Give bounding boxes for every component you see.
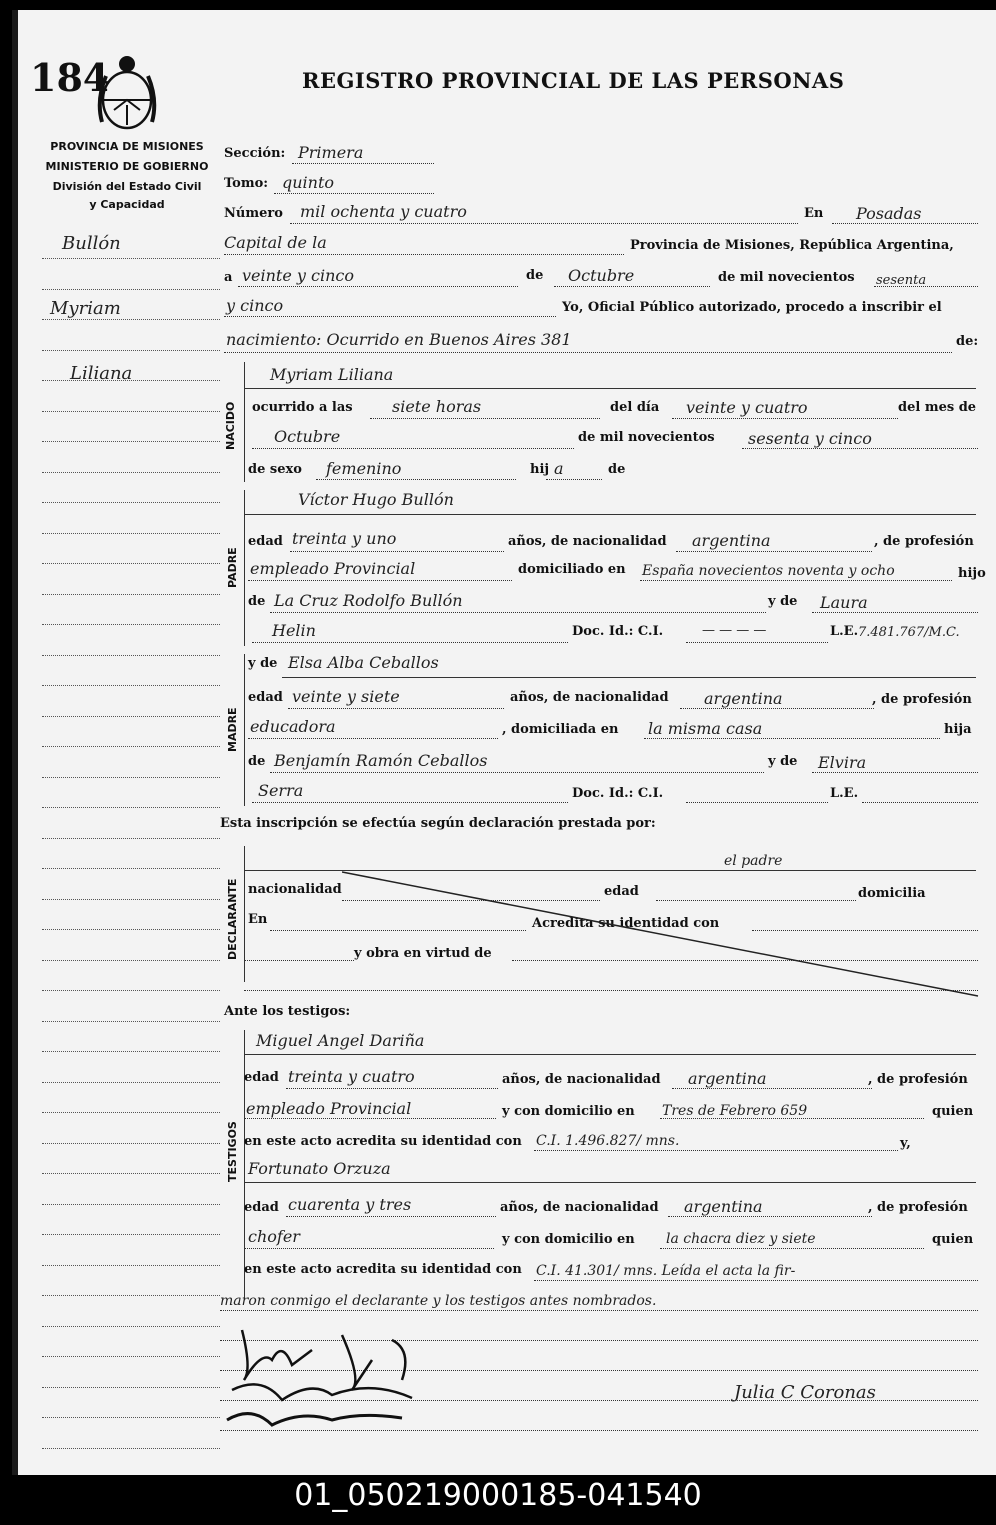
- label-obra: y obra en virtud de: [354, 946, 492, 961]
- value-t1-nac: argentina: [688, 1069, 767, 1088]
- value-hora: siete horas: [392, 397, 482, 416]
- field-line: [244, 960, 354, 961]
- label-le: L.E.: [830, 786, 859, 801]
- ledger-line: [42, 990, 220, 991]
- field-line: [316, 479, 516, 480]
- label-doc-id: Doc. Id.: C.I.: [572, 786, 664, 801]
- value-t2-nombre: Fortunato Orzuza: [248, 1159, 391, 1178]
- field-line: [270, 772, 764, 773]
- label-numero: Número: [224, 206, 283, 221]
- ledger-line: [42, 1234, 220, 1235]
- label-profesion: , de profesión: [868, 1200, 968, 1215]
- label-nacionalidad: años, de nacionalidad: [502, 1072, 661, 1087]
- margin-firstname: Myriam: [50, 298, 121, 319]
- page-number: 184: [30, 55, 110, 100]
- label-nacionalidad: años, de nacionalidad: [510, 690, 669, 705]
- ledger-line: [42, 1143, 220, 1144]
- label-y-de: y de: [768, 754, 798, 769]
- value-padre-madre2: Helin: [272, 621, 316, 640]
- label-a: a: [224, 270, 233, 285]
- label-madre: MADRE: [226, 707, 239, 752]
- field-line: [832, 223, 978, 224]
- label-y-de: y de: [768, 594, 798, 609]
- value-t2-dom: la chacra diez y siete: [666, 1231, 816, 1247]
- value-seccion: Primera: [298, 143, 364, 162]
- ledger-line: [42, 380, 220, 381]
- field-line: [248, 738, 498, 739]
- value-mes: Octubre: [568, 266, 635, 285]
- label-de: de: [608, 462, 626, 477]
- label-domiciliada: , domiciliada en: [502, 722, 619, 737]
- ledger-line: [42, 960, 220, 961]
- field-line: [252, 448, 574, 449]
- ledger-line: [42, 1082, 220, 1083]
- label-quien: quien: [932, 1104, 974, 1119]
- left-header-line: MINISTERIO DE GOBIERNO: [45, 160, 209, 173]
- field-line: [274, 193, 434, 194]
- ledger-line: [42, 1112, 220, 1113]
- label-acredita: Acredita su identidad con: [532, 916, 720, 931]
- ledger-line: [42, 350, 220, 351]
- value-t1-dom: Tres de Febrero 659: [662, 1103, 808, 1119]
- ledger-line: [42, 1265, 220, 1266]
- label-hij: hij: [530, 462, 550, 477]
- register-page: [12, 10, 996, 1475]
- left-header-line: PROVINCIA DE MISIONES: [50, 140, 204, 153]
- label-de: de: [526, 268, 544, 283]
- label-domicilia: domicilia: [858, 886, 926, 901]
- ledger-line: [42, 655, 220, 656]
- field-line: [252, 642, 568, 643]
- page-title: REGISTRO PROVINCIAL DE LAS PERSONAS: [302, 68, 845, 93]
- ledger-line: [42, 1173, 220, 1174]
- label-edad: edad: [244, 1200, 279, 1215]
- value-numero: mil ochenta y cuatro: [300, 202, 467, 221]
- value-t1-nombre: Miguel Angel Dariña: [256, 1031, 425, 1050]
- margin-surname: Bullón: [62, 233, 121, 254]
- ledger-line: [42, 868, 220, 869]
- label-mil-novecientos: de mil novecientos: [718, 270, 855, 285]
- field-line: [644, 738, 940, 739]
- value-t1-edad: treinta y cuatro: [288, 1067, 415, 1086]
- ledger-line: [42, 624, 220, 625]
- field-line: [238, 286, 518, 287]
- label-acredita-identidad: en este acto acredita su identidad con: [244, 1262, 522, 1277]
- label-con-domicilio: y con domicilio en: [502, 1104, 635, 1119]
- ledger-line: [42, 594, 220, 595]
- field-line: [370, 418, 600, 419]
- label-profesion: , de profesión: [874, 534, 974, 549]
- field-line: [534, 1280, 978, 1281]
- ledger-line: [42, 1417, 220, 1418]
- label-mil-novecientos: de mil novecientos: [578, 430, 715, 445]
- value-en: Posadas: [856, 204, 922, 223]
- label-nacido: NACIDO: [224, 401, 237, 450]
- section-bracket: [244, 654, 245, 806]
- left-header-line: y Capacidad: [89, 198, 165, 211]
- value-madre-nombre: Elsa Alba Ceballos: [288, 653, 439, 672]
- section-bracket: [244, 846, 245, 982]
- label-le: L.E.: [830, 624, 859, 639]
- ledger-line: [42, 289, 220, 290]
- ledger-line: [42, 899, 220, 900]
- value-anio1: sesenta: [876, 273, 927, 288]
- label-testigos-section: TESTIGOS: [226, 1121, 239, 1182]
- section-bracket: [244, 362, 245, 482]
- label-padre: PADRE: [226, 547, 239, 588]
- ledger-line: [42, 533, 220, 534]
- value-anio-nac: sesenta y cinco: [748, 429, 872, 448]
- ledger-line: [42, 411, 220, 412]
- value-dia: veinte y cinco: [242, 266, 355, 285]
- label-edad: edad: [604, 884, 639, 899]
- label-nacionalidad: años, de nacionalidad: [500, 1200, 659, 1215]
- value-madre-dom: la misma casa: [648, 719, 763, 738]
- witness-signatures: [222, 1320, 442, 1440]
- label-nacionalidad: nacionalidad: [248, 882, 342, 897]
- value-t1-prof: empleado Provincial: [246, 1099, 412, 1118]
- field-line: [288, 708, 504, 709]
- ledger-line: [42, 1448, 220, 1449]
- value-madre-prof: educadora: [250, 717, 336, 736]
- value-padre-dom: España novecientos noventa y ocho: [642, 563, 895, 579]
- ledger-line: [42, 777, 220, 778]
- ledger-line: [42, 1387, 220, 1388]
- field-line: [248, 580, 512, 581]
- label-quien: quien: [932, 1232, 974, 1247]
- field-line: [686, 642, 828, 643]
- ledger-line: [42, 838, 220, 839]
- value-t1-id: C.I. 1.496.827/ mns.: [536, 1133, 680, 1149]
- value-padre-edad: treinta y uno: [292, 529, 397, 548]
- ledger-line: [42, 746, 220, 747]
- field-line: [668, 1216, 872, 1217]
- rule: [244, 1182, 976, 1183]
- label-edad: edad: [244, 1070, 279, 1085]
- value-tomo: quinto: [282, 173, 335, 192]
- ledger-line: [42, 1051, 220, 1052]
- label-del-mes: del mes de: [898, 400, 977, 415]
- value-madre-madre2: Serra: [258, 781, 304, 800]
- value-anio2: y cinco: [226, 296, 284, 315]
- field-line: [220, 1310, 978, 1311]
- label-provincia: Provincia de Misiones, República Argentina,: [630, 238, 954, 253]
- value-t2-nac: argentina: [684, 1197, 763, 1216]
- value-madre-edad: veinte y siete: [292, 687, 400, 706]
- value-t2-prof: chofer: [248, 1227, 300, 1246]
- value-sexo: femenino: [326, 459, 402, 478]
- label-de-colon: de:: [956, 334, 979, 349]
- field-line: [534, 1150, 898, 1151]
- label-con-domicilio: y con domicilio en: [502, 1232, 635, 1247]
- label-profesion: , de profesión: [872, 692, 972, 707]
- field-line: [742, 448, 978, 449]
- label-del-dia: del día: [610, 400, 660, 415]
- field-line: [686, 802, 828, 803]
- rule: [244, 514, 976, 515]
- label-hijo: hijo: [958, 566, 986, 581]
- label-edad: edad: [248, 690, 283, 705]
- label-en: En: [804, 206, 824, 221]
- label-nacionalidad: años, de nacionalidad: [508, 534, 667, 549]
- ledger-line: [42, 807, 220, 808]
- field-line: [672, 1088, 872, 1089]
- label-acredita-identidad: en este acto acredita su identidad con: [244, 1134, 522, 1149]
- ledger-line: [42, 1021, 220, 1022]
- value-t2-id: C.I. 41.301/ mns. Leída el acta la fir-: [536, 1263, 796, 1279]
- label-y: y,: [900, 1136, 911, 1151]
- field-line: [244, 1248, 494, 1249]
- value-t2-edad: cuarenta y tres: [288, 1195, 412, 1214]
- value-madre-madre1: Elvira: [818, 753, 867, 772]
- value-mes-nac: Octubre: [274, 427, 341, 446]
- label-y-de: y de: [248, 656, 278, 671]
- rule: [244, 388, 976, 389]
- label-de: de: [248, 594, 266, 609]
- ledger-line: [42, 1295, 220, 1296]
- ledger-line: [42, 472, 220, 473]
- label-ocurrido: ocurrido a las: [252, 400, 353, 415]
- label-testigos: Ante los testigos:: [224, 1004, 351, 1019]
- ledger-line: [42, 716, 220, 717]
- ledger-line: [42, 1204, 220, 1205]
- rule: [244, 1054, 976, 1055]
- value-padre-le: 7.481.767/M.C.: [858, 625, 960, 640]
- label-de: de: [248, 754, 266, 769]
- field-line: [640, 580, 952, 581]
- document-id-footer: 01_050219000185-041540: [294, 1478, 702, 1513]
- label-en: En: [248, 912, 268, 927]
- value-cierre: maron conmigo el declarante y los testigos antes nombrados.: [220, 1293, 657, 1309]
- value-acto: nacimiento: Ocurrido en Buenos Aires 381: [226, 330, 572, 349]
- field-line: [862, 802, 978, 803]
- field-line: [672, 418, 898, 419]
- field-line: [290, 223, 798, 224]
- ledger-line: [42, 319, 220, 320]
- value-capital: Capital de la: [224, 233, 327, 252]
- left-header-line: División del Estado Civil: [52, 180, 202, 193]
- value-padre-ci: — — — —: [702, 623, 767, 638]
- field-line: [224, 352, 952, 353]
- label-hija: hija: [944, 722, 972, 737]
- field-line: [812, 612, 978, 613]
- value-declarante: el padre: [724, 853, 783, 869]
- ledger-line: [42, 441, 220, 442]
- field-line: [292, 163, 434, 164]
- field-line: [676, 551, 872, 552]
- field-line: [224, 254, 624, 255]
- label-domiciliado: domiciliado en: [518, 562, 626, 577]
- label-oficial: Yo, Oficial Público autorizado, procedo a inscribir el: [562, 300, 942, 315]
- value-padre-padre: La Cruz Rodolfo Bullón: [274, 591, 463, 610]
- value-madre-padre: Benjamín Ramón Ceballos: [274, 751, 488, 770]
- label-declaracion: Esta inscripción se efectúa según declaración prestada por:: [220, 816, 656, 831]
- field-line: [812, 772, 978, 773]
- field-line: [286, 1088, 498, 1089]
- value-hij: a: [554, 459, 564, 478]
- label-profesion: , de profesión: [868, 1072, 968, 1087]
- cancel-strike-line: [342, 870, 982, 1000]
- value-padre-nombre: Víctor Hugo Bullón: [298, 490, 454, 509]
- value-nacido-nombre: Myriam Liliana: [270, 365, 394, 384]
- ledger-line: [42, 258, 220, 259]
- label-sexo: de sexo: [248, 462, 302, 477]
- value-padre-nac: argentina: [692, 531, 771, 550]
- ledger-line: [42, 929, 220, 930]
- label-edad: edad: [248, 534, 283, 549]
- ledger-line: [42, 563, 220, 564]
- field-line: [660, 1248, 924, 1249]
- ledger-line: [42, 685, 220, 686]
- field-line: [546, 479, 602, 480]
- label-seccion: Sección:: [224, 146, 286, 161]
- margin-middlename: Liliana: [70, 363, 133, 384]
- ledger-line: [42, 1356, 220, 1357]
- field-line: [252, 802, 568, 803]
- field-line: [244, 1118, 496, 1119]
- label-doc-id: Doc. Id.: C.I.: [572, 624, 664, 639]
- rule: [282, 677, 976, 678]
- value-madre-nac: argentina: [704, 689, 783, 708]
- field-line: [286, 1216, 496, 1217]
- label-declarante: DECLARANTE: [226, 878, 239, 960]
- label-tomo: Tomo:: [224, 176, 269, 191]
- value-padre-prof: empleado Provincial: [250, 559, 416, 578]
- ledger-line: [42, 1326, 220, 1327]
- field-line: [270, 612, 766, 613]
- field-line: [224, 316, 556, 317]
- official-signature: Julia C Coronas: [734, 1382, 876, 1403]
- value-dia-nac: veinte y cuatro: [686, 398, 808, 417]
- coat-of-arms-icon: [92, 50, 162, 140]
- field-line: [554, 286, 710, 287]
- ledger-line: [42, 502, 220, 503]
- value-padre-madre1: Laura: [820, 593, 868, 612]
- field-line: [680, 708, 874, 709]
- field-line: [290, 551, 504, 552]
